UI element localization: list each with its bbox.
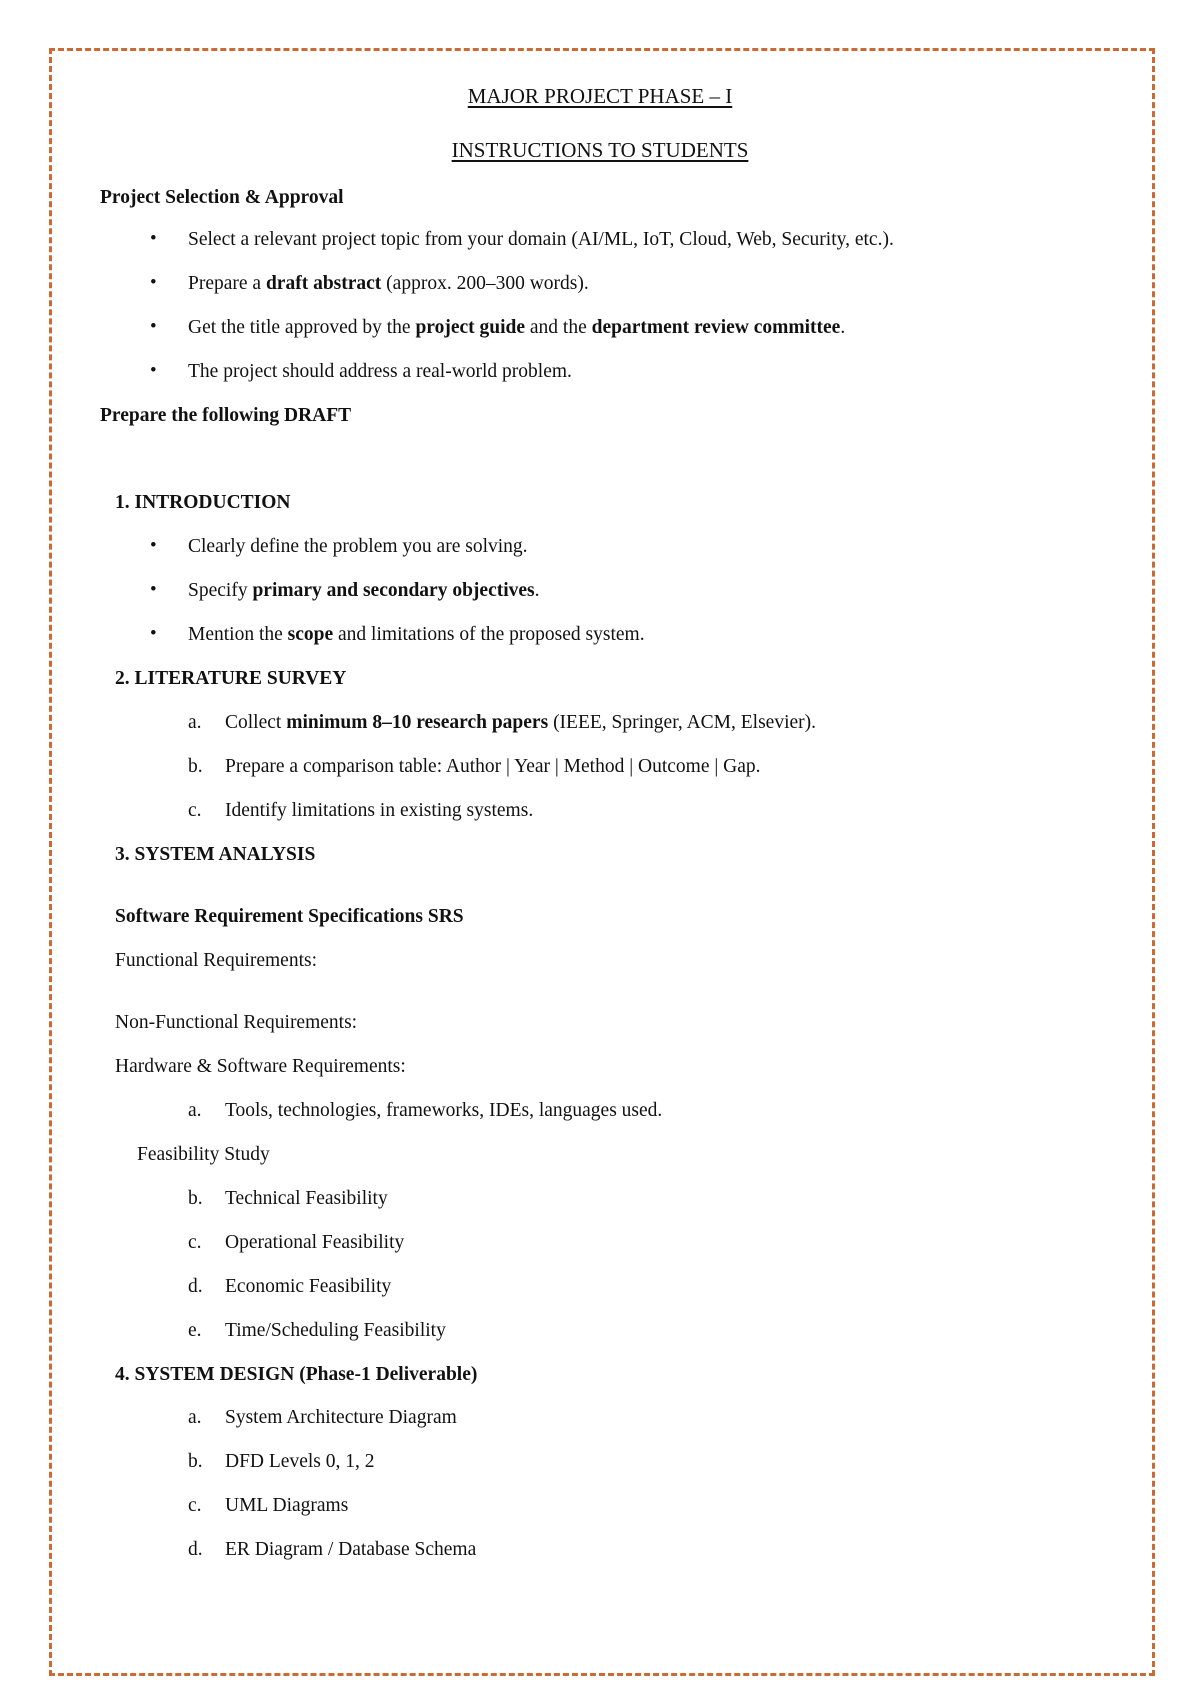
list-item: Clearly define the problem you are solving. (188, 536, 528, 557)
hardware-software-requirements: Hardware & Software Requirements: (115, 1056, 406, 1077)
section-heading-selection: Project Selection & Approval (100, 187, 344, 208)
draft-heading: Prepare the following DRAFT (100, 405, 352, 426)
bullet-icon: • (150, 623, 157, 644)
section-heading-introduction: 1. INTRODUCTION (115, 492, 291, 513)
section-heading-literature: 2. LITERATURE SURVEY (115, 668, 347, 689)
section-heading-design: 4. SYSTEM DESIGN (Phase-1 Deliverable) (115, 1364, 478, 1385)
list-marker: d. (188, 1539, 203, 1560)
list-item: UML Diagrams (225, 1495, 349, 1516)
list-marker: e. (188, 1320, 202, 1341)
list-item: Tools, technologies, frameworks, IDEs, languages used. (225, 1100, 663, 1121)
list-item: Prepare a comparison table: Author | Year | Method | Outcome | Gap. (225, 756, 761, 777)
list-item: ER Diagram / Database Schema (225, 1539, 477, 1560)
list-marker: a. (188, 712, 202, 733)
list-item: Identify limitations in existing systems. (225, 800, 534, 821)
section-heading-analysis: 3. SYSTEM ANALYSIS (115, 844, 316, 865)
document-subtitle: INSTRUCTIONS TO STUDENTS (451, 138, 749, 162)
list-item: Technical Feasibility (225, 1188, 388, 1209)
bullet-icon: • (150, 579, 157, 600)
list-item: Select a relevant project topic from your domain (AI/ML, IoT, Cloud, Web, Security, etc.). (188, 229, 894, 250)
srs-heading: Software Requirement Specifications SRS (115, 906, 464, 927)
list-item: Get the title approved by the project guide and the department review committee. (188, 317, 846, 338)
bullet-icon: • (150, 360, 157, 381)
list-item: Mention the scope and limitations of the proposed system. (188, 624, 645, 645)
list-marker: d. (188, 1276, 203, 1297)
feasibility-study: Feasibility Study (137, 1144, 270, 1165)
bullet-icon: • (150, 535, 157, 556)
list-item: The project should address a real-world problem. (188, 361, 572, 382)
list-item: Time/Scheduling Feasibility (225, 1320, 446, 1341)
document-title: MAJOR PROJECT PHASE – I (467, 84, 733, 108)
list-item: Specify primary and secondary objectives. (188, 580, 540, 601)
list-marker: b. (188, 1188, 203, 1209)
list-marker: c. (188, 800, 202, 821)
list-marker: c. (188, 1232, 202, 1253)
bullet-icon: • (150, 316, 157, 337)
nonfunctional-requirements: Non-Functional Requirements: (115, 1012, 358, 1033)
functional-requirements: Functional Requirements: (115, 950, 318, 971)
bullet-icon: • (150, 228, 157, 249)
list-item: Operational Feasibility (225, 1232, 405, 1253)
list-item: System Architecture Diagram (225, 1407, 457, 1428)
list-marker: b. (188, 756, 203, 777)
bullet-icon: • (150, 272, 157, 293)
list-marker: c. (188, 1495, 202, 1516)
list-item: DFD Levels 0, 1, 2 (225, 1451, 375, 1472)
list-item: Economic Feasibility (225, 1276, 392, 1297)
list-marker: b. (188, 1451, 203, 1472)
list-marker: a. (188, 1407, 202, 1428)
list-item: Prepare a draft abstract (approx. 200–300 words). (188, 273, 589, 294)
list-marker: a. (188, 1100, 202, 1121)
list-item: Collect minimum 8–10 research papers (IEEE, Springer, ACM, Elsevier). (225, 712, 817, 733)
